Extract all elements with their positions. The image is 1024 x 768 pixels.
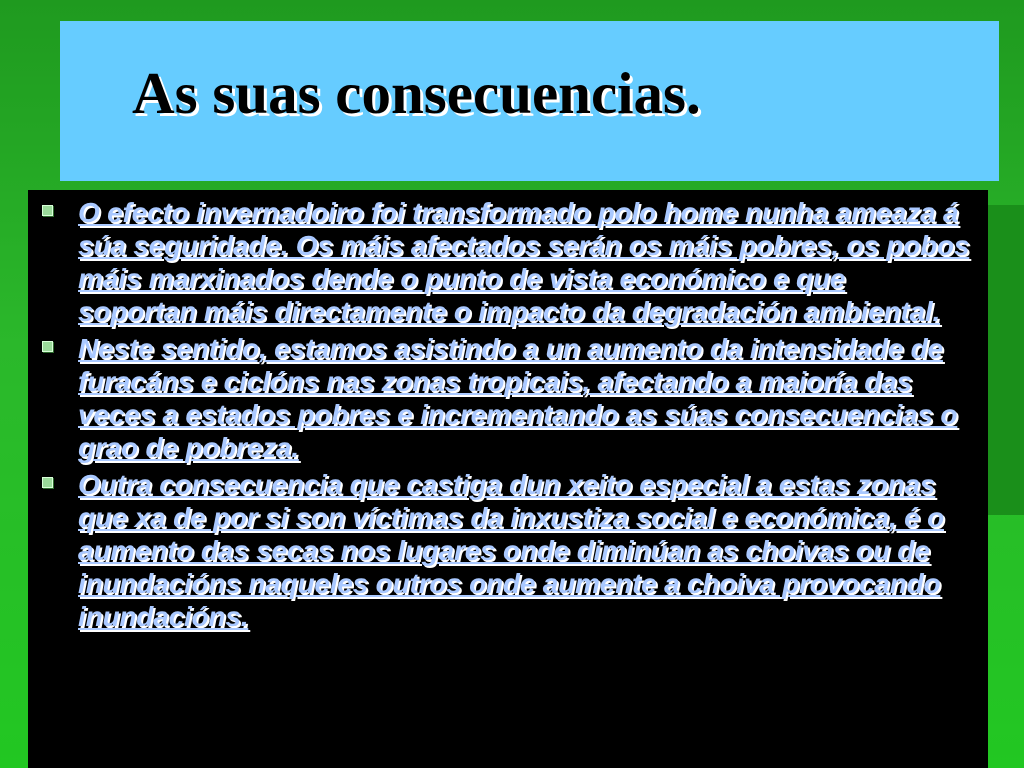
bullet-item-1 [28, 196, 988, 328]
bullet-list [28, 196, 988, 637]
bullet-text-1[interactable]: O efecto invernadoiro foi transformado polo home nunha ameaza á súa seguridade. Os máis afectados serán os máis pobres, os pobos máis marxinados dende o punto de vista económico e que soportan máis directamente o impacto da degradación ambiental. [78, 197, 970, 327]
bullet-text-3[interactable]: Outra consecuencia que castiga dun xeito especial a estas zonas que xa de por si son víctimas da inxustiza social e económica, é o aumento das secas nos lugares onde diminúan as choivas ou de inundacións naqueles outros onde aumente a choiva provocando inundacións. [78, 469, 944, 632]
square-bullet-icon [42, 477, 53, 488]
square-bullet-icon [42, 205, 53, 216]
bullet-item-3 [28, 468, 988, 633]
square-bullet-icon [42, 341, 53, 352]
slide-title: As suas consecuencias. [132, 60, 701, 126]
content-box [28, 190, 988, 768]
background-stripe [988, 205, 1024, 515]
bullet-item-2 [28, 332, 988, 464]
bullet-text-2[interactable]: Neste sentido, estamos asistindo a un aumento da intensidade de furacáns e ciclóns nas zonas tropicais, afectando a maioría das veces a estados pobres e incrementando as súas consecuencias o grao de pobreza. [78, 333, 958, 463]
